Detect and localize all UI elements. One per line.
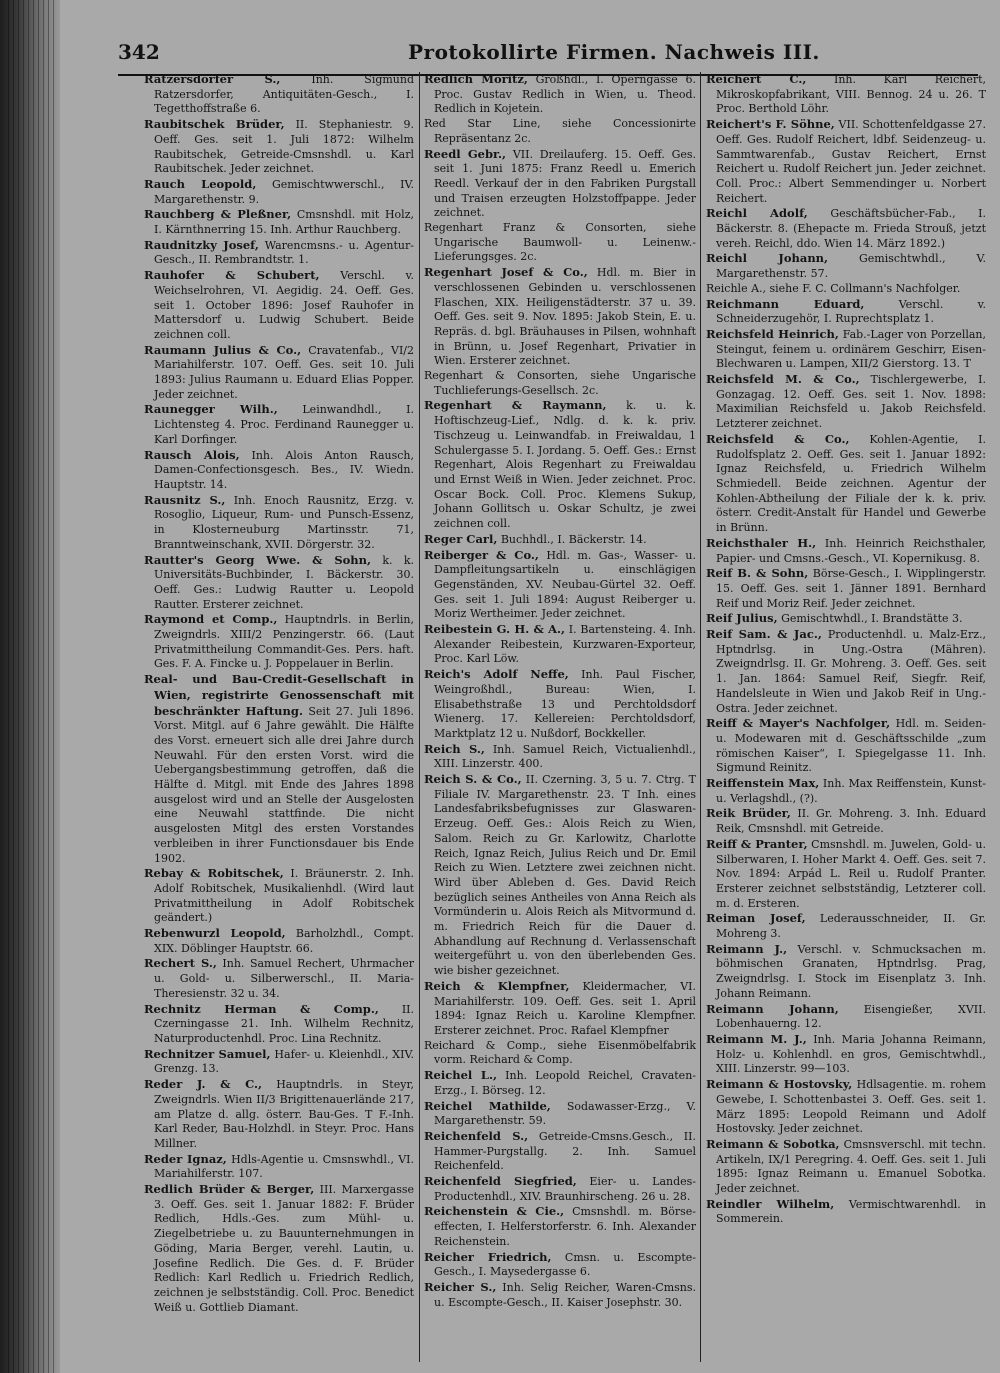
- firm-name: Rauhofer & Schubert,: [144, 268, 320, 283]
- directory-entry: [424, 1039, 696, 1068]
- directory-entry: [144, 1077, 414, 1152]
- directory-entry: [424, 1280, 696, 1310]
- directory-entry: [144, 448, 414, 493]
- firm-details: Inh. Enoch Rausnitz, Erzg. v. Rosoglio, Liqueur, Rum- und Punsch-Essenz, in Klosterneuburg Martinsstr. 71, Branntweinschank, XVII. Dörgerstr. 32.: [154, 493, 414, 551]
- page-header: [118, 40, 978, 76]
- directory-entry: [706, 1002, 986, 1032]
- firm-details: Inh. Paul Fischer, Weingroßhdl., Bureau: Wien, I. Elisabethstraße 13 und Perchtoldsdorf Wienerg. 17. Kellereien: Perchtoldsdorf, Marktplatz 12 u. Nußdorf, Bockkeller.: [434, 668, 696, 740]
- directory-entry: [144, 553, 414, 613]
- firm-details: III. Marxergasse 3. Oeff. Ges. seit 1. Januar 1882: F. Brüder Redlich, Hdls.-Ges. zum Mühl- u. Ziegelbetriebe u. zu Bauunternehmungen in Göding, Maria Berger, verehl. Lautin, u. Josefine Redlich. Die Ges. d. F. Brüder Redlich: Karl Redlich u. Friedrich Redlich, zeichnen je selbstständig. Coll. Proc. Benedict Weiß u. Gottlieb Diamant.: [154, 1183, 414, 1314]
- firm-details: Buchhdl., I. Bäckerstr. 14.: [500, 532, 647, 546]
- firm-details: Inh. Samuel Reich, Victualienhdl., XIII. Linzerstr. 400.: [434, 742, 696, 771]
- firm-details: Sodawasser-Erzg., V. Margarethenstr. 59.: [434, 1099, 696, 1128]
- firm-details: Verschl. v. Schmucksachen m. böhmischen Granaten, Hptndrlsg. Prag, Zweigndrlsg. I. Stock im Eisenplatz 3. Inh. Johann Reimann.: [716, 942, 986, 1000]
- directory-entry: [424, 221, 696, 265]
- column-divider: [700, 72, 701, 1362]
- firm-name: Raymond et Comp.,: [144, 612, 278, 627]
- directory-entry: [706, 117, 986, 206]
- firm-details: Eier- u. Landes-Productenhdl., XIV. Braunhirscheng. 26 u. 28.: [434, 1175, 696, 1203]
- directory-entry: [144, 1182, 414, 1315]
- directory-entry: [706, 566, 986, 611]
- firm-name: Reichsfeld & Co.,: [706, 431, 850, 446]
- directory-entry: [424, 548, 696, 623]
- firm-name: Rauch Leopold,: [144, 176, 257, 191]
- firm-details: Reichle A., siehe F. C. Collmann's Nachfolger.: [706, 281, 961, 295]
- directory-entry: [424, 979, 696, 1039]
- firm-details: Inh. Heinrich Reichsthaler, Papier- und Cmsns.-Gesch., VI. Kopernikusg. 8.: [716, 536, 986, 565]
- directory-entry: [706, 1137, 986, 1197]
- firm-details: Hdl. m. Gas-, Wasser- u. Dampfleitungsartikeln u. einschlägigen Gegenständen, XV. Neubau-Gürtel 32. Oeff. Ges. seit 1. Juli 1894: August Reiberger u. Moriz Wertheimer. Jeder zeichnet.: [434, 548, 696, 621]
- directory-entry: [706, 372, 986, 432]
- directory-entry: [706, 432, 986, 536]
- directory-entry: [424, 532, 696, 548]
- directory-entry: [424, 1250, 696, 1280]
- firm-details: Regenhart & Consorten, siehe Ungarische Tuchlieferungs-Gesellsch. 2c.: [424, 369, 696, 397]
- firm-details: Großhdl., I. Operngasse 6. Proc. Gustav Redlich in Wien, u. Theod. Redlich in Kojetein.: [434, 73, 696, 116]
- firm-details: Inh. Leopold Reichel, Cravaten-Erzg., I. Börseg. 12.: [434, 1069, 696, 1097]
- firm-details: Productenhdl. u. Malz-Erz., Hptndrlsg. in Ung.-Ostra (Mähren). Zweigndrlsg. II. Gr. Mohreng. 3. Oeff. Ges. seit 1. Jan. 1864: Samuel Reif, Siegfr. Reif, Handelsleute in Wien und Jakob Reif in Ung.-Ostra. Jeder zeichnet.: [716, 628, 986, 715]
- firm-details: II. Stephaniestr. 9. Oeff. Ges. seit 1. Juli 1872: Wilhelm Raubitschek, Getreide-Cmsnshdl. u. Karl Raubitschek. Jeder zeichnet.: [154, 118, 414, 176]
- firm-name: Reibestein G. H. & A.,: [424, 622, 566, 637]
- firm-name: Reicher S.,: [424, 1279, 497, 1294]
- firm-details: Gemischtwhdl., V. Margarethenstr. 57.: [716, 252, 986, 281]
- firm-name: Reichert's F. Söhne,: [706, 117, 835, 132]
- firm-details: Inh. Max Reiffenstein, Kunst- u. Verlagshdl., (?).: [716, 777, 986, 805]
- firm-name: Reichl Adolf,: [706, 206, 808, 221]
- firm-name: Raumann Julius & Co.,: [144, 342, 302, 357]
- directory-entry: [706, 1077, 986, 1137]
- column-1: [144, 72, 414, 1362]
- firm-details: II. Gr. Mohreng. 3. Inh. Eduard Reik, Cmsnshdl. mit Getreide.: [716, 807, 986, 836]
- directory-entry: [706, 837, 986, 912]
- firm-details: Vermischtwarenhdl. in Sommerein.: [716, 1197, 986, 1226]
- firm-details: VII. Dreilauferg. 15. Oeff. Ges. seit 1. Juni 1875: Franz Reedl u. Emerich Reedl. Verkauf der in den Fabriken Purgstall und Traisen erzeugten Holzstoffpappe. Jeder zeichnet.: [434, 147, 696, 220]
- firm-details: II. Czerningasse 21. Inh. Wilhelm Rechnitz, Naturproductenhdl. Proc. Lina Rechnitz.: [154, 1002, 414, 1045]
- firm-name: Reindler Wilhelm,: [706, 1196, 835, 1211]
- directory-entry: [424, 1129, 696, 1174]
- firm-name: Rechnitz Herman & Comp.,: [144, 1001, 379, 1016]
- firm-details: Inh. Selig Reicher, Waren-Cmsns. u. Escompte-Gesch., II. Kaiser Josephstr. 30.: [434, 1280, 696, 1309]
- firm-name: Reichenfeld S.,: [424, 1128, 529, 1143]
- directory-entry: [706, 1197, 986, 1227]
- firm-details: Inh. Alois Anton Rausch, Damen-Confectionsgesch. Bes., IV. Wiedn. Hauptstr. 14.: [154, 448, 414, 491]
- firm-name: Reimann J.,: [706, 941, 788, 956]
- firm-details: Cmsnshdl. mit Holz, I. Kärnthnerring 15. Inh. Arthur Rauchberg.: [154, 208, 414, 237]
- directory-entry: [144, 177, 414, 207]
- directory-entry: [144, 672, 414, 866]
- firm-details: Eisengießer, XVII. Lobenhauerng. 12.: [716, 1002, 986, 1031]
- firm-details: Verschl. v. Weichselrohren, VI. Aegidig. 24. Oeff. Ges. seit 1. October 1896: Josef Rauhofer in Mattersdorf u. Ludwig Schubert. Beide zeichnen coll.: [154, 269, 414, 341]
- firm-details: Kleidermacher, VI. Mariahilferstr. 109. Oeff. Ges. seit 1. April 1894: Ignaz Reich u. Karoline Klempfner. Ersterer zeichnet. Proc. Rafael Klempfner: [434, 979, 696, 1037]
- firm-name: Reder J. & C.,: [144, 1077, 263, 1092]
- firm-name: Rauchberg & Pleßner,: [144, 207, 292, 222]
- directory-entry: [424, 72, 696, 117]
- firm-name: Reich S.,: [424, 741, 485, 756]
- directory-entry: [706, 206, 986, 251]
- firm-name: Reif B. & Sohn,: [706, 566, 809, 581]
- firm-details: I. Bartensteing. 4. Inh. Alexander Reibestein, Kurzwaren-Exporteur, Proc. Karl Löw.: [434, 623, 696, 666]
- firm-details: Hdls-Agentie u. Cmsnswhdl., VI. Mariahilferstr. 107.: [154, 1152, 414, 1181]
- directory-columns: [144, 72, 988, 1362]
- directory-entry: [424, 117, 696, 146]
- directory-entry: [424, 398, 696, 531]
- directory-entry: [424, 369, 696, 398]
- firm-name: Reichel Mathilde,: [424, 1098, 551, 1113]
- directory-entry: [424, 667, 696, 742]
- firm-name: Reich S. & Co.,: [424, 772, 522, 787]
- directory-entry: [706, 627, 986, 716]
- firm-details: Geschäftsbücher-Fab., I. Bäckerstr. 8. (Ehepacte m. Frieda Strouß, jetzt vereh. Reichl, ddo. Wien 14. März 1892.): [716, 207, 986, 250]
- directory-entry: [706, 942, 986, 1002]
- firm-details: VII. Schottenfeldgasse 27. Oeff. Ges. Rudolf Reichert, ldbf. Seidenzeug- u. Sammtwarenfab., Gustav Reichert, Ernst Reichert u. Rudolf Reichert jun. Jeder zeichnet. Coll. Proc.: Albert Semmendinger u. Norbert Reichert.: [716, 118, 986, 205]
- firm-details: Leinwandhdl., I. Lichtensteg 4. Proc. Ferdinand Raunegger u. Karl Dorfinger.: [154, 403, 414, 446]
- directory-entry: [424, 1174, 696, 1204]
- directory-entry: [144, 343, 414, 403]
- firm-name: Reif Julius,: [706, 611, 778, 626]
- firm-details: Regenhart Franz & Consorten, siehe Ungarische Baumwoll- u. Leinenw.-Lieferungsges. 2c.: [424, 221, 696, 264]
- firm-name: Reik Brüder,: [706, 806, 791, 821]
- directory-entry: [424, 1204, 696, 1249]
- firm-details: Cmsnsverschl. mit techn. Artikeln, IX/1 Peregring. 4. Oeff. Ges. seit 1. Juli 1895: Ignaz Reimann u. Emanuel Sobotka. Jeder zeichnet.: [716, 1137, 986, 1196]
- firm-name: Rebay & Robitschek,: [144, 866, 284, 881]
- firm-details: Red Star Line, siehe Concessionirte Repräsentanz 2c.: [424, 117, 696, 145]
- firm-details: Verschl. v. Schneiderzugehör, I. Ruprechtsplatz 1.: [716, 297, 986, 326]
- firm-details: Barholzhdl., Compt. XIX. Döblinger Hauptstr. 66.: [154, 927, 414, 955]
- firm-details: Inh. Karl Reichert, Mikroskopfabrikant, VIII. Bennog. 24 u. 26. T Proc. Berthold Löhr.: [716, 73, 986, 116]
- firm-name: Reichl Johann,: [706, 251, 829, 266]
- firm-name: Raudnitzky Josef,: [144, 237, 259, 252]
- firm-details: k. k. Universitäts-Buchbinder, I. Bäckerstr. 30. Oeff. Ges.: Ludwig Rautter u. Leopold Rautter. Ersterer zeichnet.: [154, 553, 414, 611]
- firm-details: Hdlsagentie. m. rohem Gewebe, I. Schottenbastei 3. Oeff. Ges. seit 1. März 1895: Leopold Reimann und Adolf Hostovsky. Jeder zeichnet.: [716, 1078, 986, 1136]
- firm-name: Reichert C.,: [706, 72, 807, 86]
- firm-name: Reder Ignaz,: [144, 1151, 227, 1166]
- directory-entry: [144, 612, 414, 672]
- firm-details: Reichard & Comp., siehe Eisenmöbelfabrik vorm. Reichard & Comp.: [424, 1038, 696, 1067]
- directory-entry: [706, 297, 986, 327]
- firm-details: Cravatenfab., VI/2 Mariahilferstr. 107. Oeff. Ges. seit 10. Juli 1893: Julius Raumann u. Eduard Elias Popper. Jeder zeichnet.: [154, 343, 414, 401]
- firm-name: Reiff & Mayer's Nachfolger,: [706, 716, 891, 731]
- firm-name: Reichenstein & Cie.,: [424, 1204, 565, 1219]
- firm-name: Rebenwurzl Leopold,: [144, 926, 286, 941]
- directory-entry: [706, 1032, 986, 1077]
- firm-name: Reedl Gebr.,: [424, 146, 507, 161]
- firm-name: Redlich Brüder & Berger,: [144, 1182, 315, 1197]
- firm-name: Reiff & Pranter,: [706, 836, 808, 851]
- firm-name: Reiffenstein Max,: [706, 776, 820, 791]
- column-divider: [419, 72, 420, 1362]
- directory-entry: [144, 1002, 414, 1047]
- firm-details: Hdl. m. Seiden- u. Modewaren mit d. Geschäftsschilde „zum römischen Kaiser“, I. Spiegelgasse 11. Inh. Sigmund Reinitz.: [716, 717, 986, 775]
- directory-entry: [424, 265, 696, 369]
- directory-entry: [144, 493, 414, 553]
- directory-entry: [144, 1047, 414, 1077]
- firm-details: II. Czerning. 3, 5 u. 7. Ctrg. T Filiale IV. Margarethenstr. 23. T Inh. eines Landesfabriksbefugnisses zur Glaswaren-Erzeug. Oeff. Ges.: Alois Reich zu Wien, Salom. Reich zu Gr. Karlowitz, Charlotte Reich, Ignaz Reich, Julius Reich und Dr. Emil Reich zu Wien. Letztere zwei zeichnen nicht. Wird über Ableben d. Ges. David Reich bezüglich seines Antheiles von Anna Reich als Vormünderin u. Alois Reich als Mitvormund d. m. Friedrich Reich für die Dauer d. Abhandlung auf Rechnung d. Verlassenschaft weitergeführt u. von den überlebenden Ges. wie bisher gezeichnet.: [434, 773, 696, 978]
- directory-entry: [144, 402, 414, 447]
- firm-details: Cmsn. u. Escompte-Gesch., I. Maysedergasse 6.: [434, 1250, 696, 1279]
- firm-details: Inh. Maria Johanna Reimann, Holz- u. Kohlenhdl. en gros, Gemischtwhdl., XIII. Linzerstr. 99—103.: [716, 1033, 986, 1076]
- firm-name: Reichsthaler H.,: [706, 535, 817, 550]
- firm-name: Regenhart Josef & Co.,: [424, 265, 588, 280]
- firm-details: I. Bräunerstr. 2. Inh. Adolf Robitschek, Musikalienhdl. (Wird laut Privatmittheilung in Adolf Robitschek geändert.): [154, 867, 414, 925]
- firm-name: Redlich Moritz,: [424, 72, 528, 86]
- firm-name: Reich & Klempfner,: [424, 978, 570, 993]
- directory-entry: [144, 238, 414, 268]
- directory-entry: [424, 772, 696, 979]
- firm-details: Tischlergewerbe, I. Gonzagag. 12. Oeff. Ges. seit 1. Nov. 1898: Maximilian Reichsfeld u. Jakob Reichsfeld. Letzterer zeichnet.: [716, 373, 986, 431]
- firm-name: Reiman Josef,: [706, 911, 806, 926]
- directory-entry: [424, 147, 696, 222]
- directory-entry: [424, 1068, 696, 1098]
- firm-details: Fab.-Lager von Porzellan, Steingut, feinem u. ordinärem Geschirr, Eisen- Blechwaren u. Lampen, XII/2 Gierstorg. 13. T: [716, 327, 986, 371]
- directory-entry: [144, 72, 414, 117]
- firm-name: Rausnitz S.,: [144, 492, 226, 507]
- firm-details: Warencmsns.- u. Agentur-Gesch., II. Rembrandtstr. 1.: [154, 238, 414, 267]
- firm-name: Reichenfeld Siegfried,: [424, 1174, 577, 1189]
- firm-details: Kohlen-Agentie, I. Rudolfsplatz 2. Oeff. Ges. seit 1. Januar 1892: Ignaz Reichsfeld, u. Friedrich Wilhelm Schmiedell. Beide zeichnen. Agentur der Kohlen-Abtheilung der Filiale der k. k. priv. österr. Credit-Anstalt für Handel und Gewerbe in Brünn.: [716, 432, 986, 535]
- directory-entry: [424, 622, 696, 667]
- firm-name: Regenhart & Raymann,: [424, 398, 607, 413]
- directory-entry: [706, 72, 986, 117]
- directory-entry: [706, 911, 986, 941]
- firm-name: Reicher Friedrich,: [424, 1249, 552, 1264]
- firm-details: Gemischtwhdl., I. Brandstätte 3.: [781, 612, 963, 626]
- firm-name: Reif Sam. & Jac.,: [706, 627, 822, 642]
- firm-name: Reger Carl,: [424, 531, 498, 546]
- firm-name: Rechert S.,: [144, 956, 217, 971]
- firm-name: Reimann M. J.,: [706, 1032, 807, 1046]
- directory-entry: [144, 866, 414, 926]
- firm-details: Hdl. m. Bier in verschlossenen Gebinden u. verschlossenen Flaschen, XIX. Heiligenstädterstr. 37 u. 39. Oeff. Ges. seit 9. Nov. 1895: Jakob Stein, E. u. Repräs. d. bgl. Bräuhauses in Pilsen, wohnhaft in Brünn, u. Josef Regenhart, Privatier in Wien. Ersterer zeichnet.: [434, 266, 696, 368]
- directory-entry: [144, 207, 414, 237]
- firm-details: Getreide-Cmsns.Gesch., II. Hammer-Purgstallg. 2. Inh. Samuel Reichenfeld.: [434, 1129, 696, 1173]
- firm-details: Hafer- u. Kleienhdl., XIV. Grenzg. 13.: [154, 1047, 414, 1076]
- directory-entry: [706, 251, 986, 281]
- firm-details: Lederausschneider, II. Gr. Mohreng 3.: [716, 912, 986, 941]
- firm-name: Reichsfeld Heinrich,: [706, 326, 839, 341]
- directory-entry: [144, 926, 414, 956]
- firm-details: Gemischtwwerschl., IV. Margarethenstr. 9.: [154, 177, 414, 206]
- directory-entry: [706, 776, 986, 806]
- firm-name: Reichmann Eduard,: [706, 296, 865, 311]
- firm-name: Ratzersdorfer S.,: [144, 72, 281, 86]
- firm-name: Reimann Johann,: [706, 1001, 839, 1016]
- directory-entry: [144, 268, 414, 343]
- firm-details: Börse-Gesch., I. Wipplingerstr. 15. Oeff. Ges. seit 1. Jänner 1891. Bernhard Reif und Moriz Reif. Jeder zeichnet.: [716, 567, 986, 610]
- firm-name: Reich's Adolf Neffe,: [424, 667, 569, 682]
- firm-name: Rausch Alois,: [144, 447, 240, 462]
- firm-details: Inh. Sigmund Ratzersdorfer, Antiquitäten-Gesch., I. Tegetthoffstraße 6.: [154, 73, 414, 116]
- directory-entry: [706, 536, 986, 566]
- firm-details: Seit 27. Juli 1896. Vorst. Mitgl. auf 6 Jahre gewählt. Die Hälfte des Vorst. erneuert sich alle drei Jahre durch Neuwahl. Für den ersten Vorst. wird die Uebergangsbestimmung getroffen, daß die Hälfte d. Mitgl. mit Ende des Jahres 1898 ausgelost wird und an Stelle der Ausgelosten eine Neuwahl stattfinde. Die nicht ausgelosten Mitgl des ersten Vorstandes verbleiben in ihrer Functionsdauer bis Ende 1902.: [154, 704, 414, 865]
- firm-details: Cmsnshdl. m. Juwelen, Gold- u. Silberwaren, I. Hoher Markt 4. Oeff. Ges. seit 7. Nov. 1894: Arpád L. Reil u. Rudolf Pranter. Ersterer zeichnet selbstständig, Letzterer coll. m. d. Ersteren.: [716, 837, 986, 910]
- directory-entry: [706, 611, 986, 627]
- firm-name: Raubitschek Brüder,: [144, 117, 285, 132]
- page-edges: [8, 0, 54, 1373]
- directory-entry: [144, 956, 414, 1001]
- running-title: Protokollirte Firmen. Nachweis III.: [408, 40, 820, 64]
- firm-details: k. u. k. Hoftischzeug-Lief., Ndlg. d. k. k. priv. Tischzeug u. Leinwandfab. in Freiwaldau, 1 Schulergasse 5. I. Jordang. 5. Oeff. Ges.: Ernst Regenhart, Alois Regenhart zu Freiwaldau und Ernst Weiß in Wien. Jeder zeichnet. Proc. Oscar Bock. Coll. Proc. Klemens Sukup, Johann Gollitsch u. Oskar Schultz, je zwei zeichnen coll.: [434, 399, 696, 531]
- firm-name: Rautter's Georg Wwe. & Sohn,: [144, 552, 372, 567]
- directory-entry: [424, 1099, 696, 1129]
- directory-entry: [144, 117, 414, 177]
- firm-name: Reichsfeld M. & Co.,: [706, 372, 860, 387]
- column-2: [424, 72, 696, 1362]
- firm-details: Inh. Samuel Rechert, Uhrmacher u. Gold- u. Silberwerschl., II. Maria-Theresienstr. 32 u. 34.: [154, 957, 414, 1000]
- firm-details: Hauptndrls. in Steyr, Zweigndrls. Wien II/3 Brigittenauerlände 217, am Platze d. allg. österr. Bau-Ges. T F.-Inh. Karl Reder, Bau-Holzhdl. in Steyr. Proc. Hans Millner.: [154, 1078, 414, 1150]
- directory-entry: [144, 1152, 414, 1182]
- firm-details: Cmsnshdl. m. Börse-effecten, I. Helferstorferstr. 6. Inh. Alexander Reichenstein.: [434, 1205, 696, 1248]
- firm-name: Rechnitzer Samuel,: [144, 1046, 271, 1061]
- firm-name: Reichel L.,: [424, 1068, 498, 1083]
- column-3: [706, 72, 986, 1362]
- firm-name: Reimann & Hostovsky,: [706, 1077, 853, 1092]
- firm-name: Raunegger Wilh.,: [144, 402, 278, 417]
- firm-details: Hauptndrls. in Berlin, Zweigndrls. XIII/2 Penzingerstr. 66. (Laut Privatmittheilung Commandit-Ges. Pers. haft. Ges. F. A. Fincke u. J. Poppelauer in Berlin.: [154, 613, 414, 671]
- directory-entry: [424, 742, 696, 772]
- page-number: 342: [118, 40, 160, 64]
- firm-name: Reiberger & Co.,: [424, 547, 539, 562]
- directory-entry: [706, 282, 986, 297]
- firm-name: Reimann & Sobotka,: [706, 1136, 840, 1151]
- firm-name: Real- und Bau-Credit-Gesellschaft in Wien, registrirte Genossenschaft mit beschränkter Haftung.: [144, 672, 414, 718]
- directory-entry: [706, 806, 986, 836]
- directory-entry: [706, 716, 986, 776]
- book-binding: [0, 0, 60, 1373]
- directory-entry: [706, 327, 986, 372]
